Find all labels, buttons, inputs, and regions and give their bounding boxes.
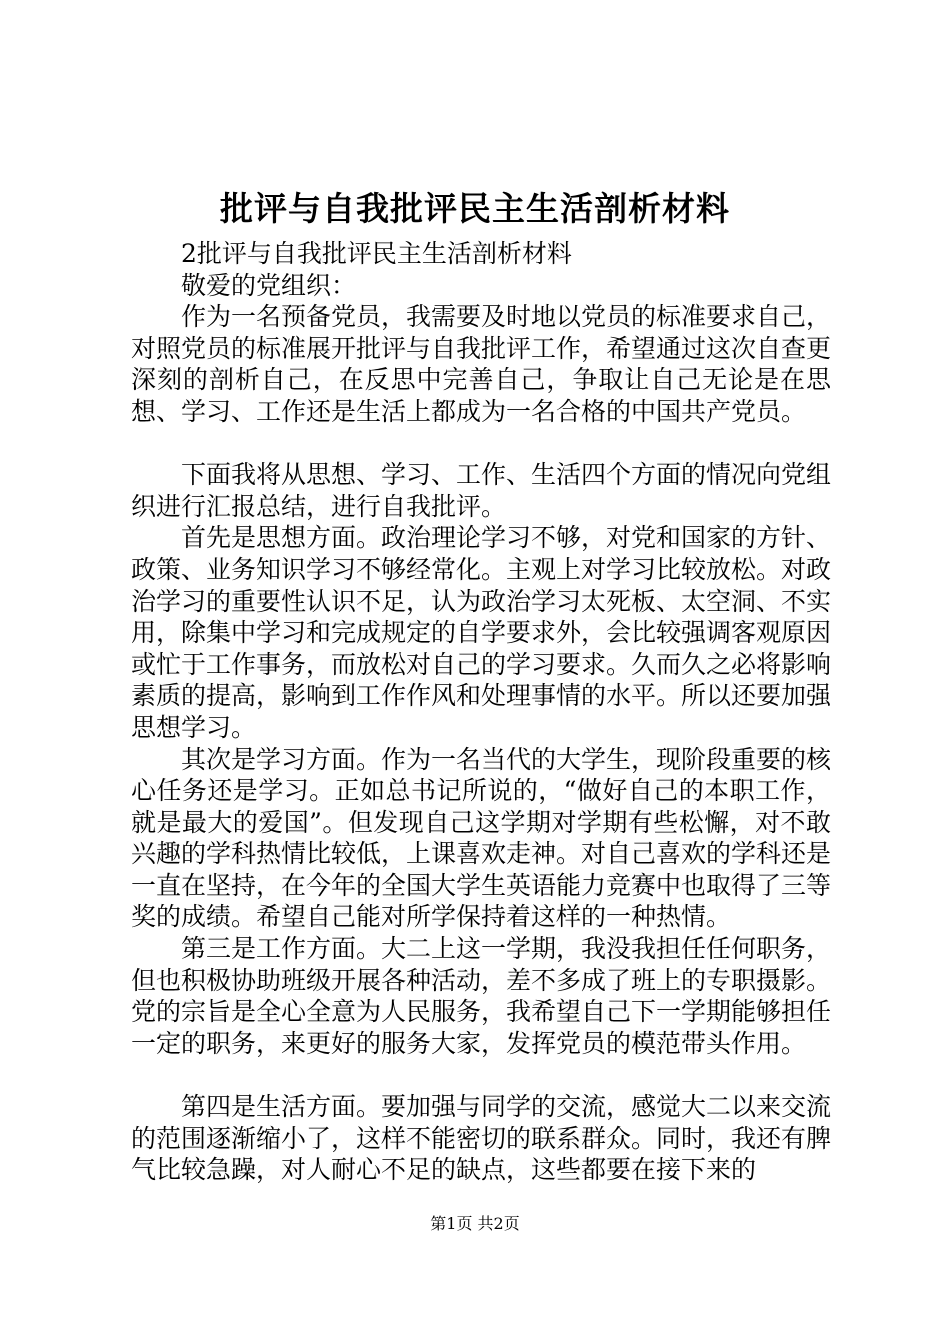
paragraph-thought: 首先是思想方面。政治理论学习不够，对党和国家的方针、政策、业务知识学习不够经常化。主观上对学习比较放松。对政治学习的重要性认识不足，认为政治学习太死板、太空洞、不实用，除集中学习和完成规定的自学要求外，会比较强调客观原因或忙于工作事务，而放松对自己的学习要求。久而久之必将影响素质的提高，影响到工作作风和处理事情的水平。所以还要加强思想学习。 [131, 523, 832, 742]
paragraph-work: 第三是工作方面。大二上这一学期，我没我担任任何职务，但也积极协助班级开展各种活动，差不多成了班上的专职摄影。党的宗旨是全心全意为人民服务，我希望自己下一学期能够担任一定的职务，来更好的服务大家，发挥党员的模范带头作用。 [131, 934, 832, 1058]
document-subtitle: 2批评与自我批评民主生活剖析材料 [181, 239, 572, 268]
document-title: 批评与自我批评民主生活剖析材料 [220, 189, 730, 228]
salutation: 敬爱的党组织： [181, 270, 357, 300]
document-body [131, 238, 831, 1186]
paragraph-overview: 下面我将从思想、学习、工作、生活四个方面的情况向党组织进行汇报总结，进行自我批评。 [131, 460, 832, 521]
paragraph-life: 第四是生活方面。要加强与同学的交流，感觉大二以来交流的范围逐渐缩小了，这样不能密切的联系群众。同时，我还有脾气比较急躁，对人耐心不足的缺点，这些都要在接下来的 [131, 1092, 832, 1185]
page-number-footer: 第1页 共2页 [430, 1214, 520, 1233]
paragraph-intro: 作为一名预备党员，我需要及时地以党员的标准要求自己，对照党员的标准展开批评与自我批评工作，希望通过这次自查更深刻的剖析自己，在反思中完善自己，争取让自己无论是在思想、学习、工作还是生活上都成为一名合格的中国共产党员。 [131, 302, 832, 426]
paragraph-study: 其次是学习方面。作为一名当代的大学生，现阶段重要的核心任务还是学习。正如总书记所说的，“做好自己的本职工作，就是最大的爱国”。但发现自己这学期对学期有些松懈，对不敢兴趣的学科热情比较低，上课喜欢走神。对自己喜欢的学科还是一直在坚持，在今年的全国大学生英语能力竞赛中也取得了三等奖的成绩。希望自己能对所学保持着这样的一种热情。 [131, 744, 832, 932]
